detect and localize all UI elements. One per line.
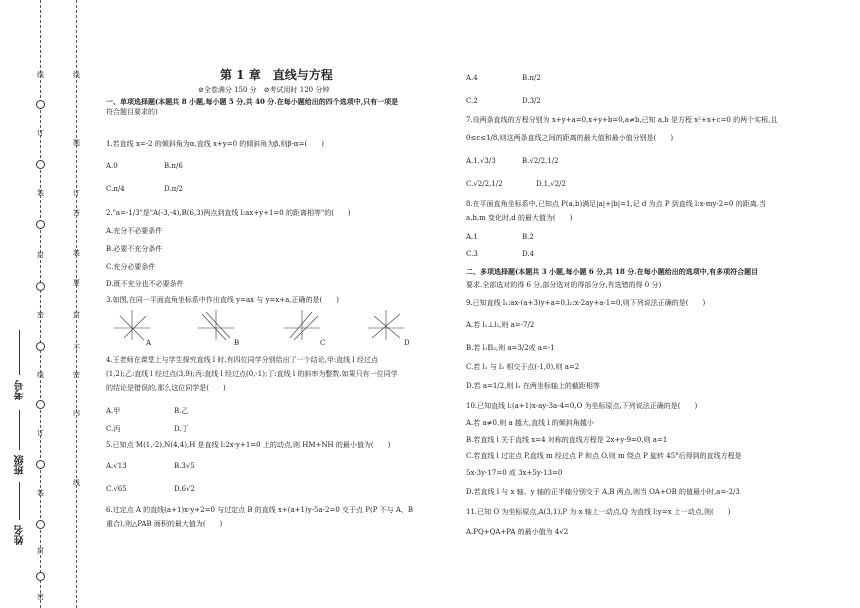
- q3-graph-c: [282, 308, 322, 342]
- question-3: 3.如图,在同一平面直角坐标系中作出直线 y=ax 与 y=x+a,正确的是( ): [106, 296, 340, 304]
- q10-option-a: A.若 a≠0,则 a 越大,直线 l 的倾斜角越小: [466, 419, 594, 427]
- exam-info: ⊘全卷满分 150 分 ⊘考试用时 120 分钟: [198, 86, 330, 94]
- inner-char: 不: [73, 344, 80, 352]
- seal-char: 订: [37, 429, 44, 437]
- q7-option-d: D.1,√2/2: [536, 180, 566, 188]
- q3-graph-a: [112, 308, 152, 342]
- section-heading-2-cont: 要求.全部选对的得 6 分,部分选对的得部分分,有选错的得 0 分): [466, 281, 662, 289]
- seal-char: 线: [37, 71, 44, 79]
- q2-option-a: A.充分不必要条件: [106, 227, 163, 235]
- seal-char: 密: [37, 593, 44, 601]
- q5-option-c: C.√65: [106, 485, 127, 493]
- inner-char: 答: [73, 209, 80, 217]
- q10-option-c-cont: 5x-3y-17=0 或 3x+5y-13=0: [466, 469, 563, 477]
- seal-char: 线: [37, 371, 44, 379]
- q8-option-c: C.3: [466, 250, 478, 258]
- q5-option-b: B.3√5: [174, 462, 195, 470]
- binding-hole: [36, 572, 45, 581]
- page-title: 第 1 章 直线与方程: [220, 68, 333, 82]
- class-blank[interactable]: [19, 410, 20, 450]
- q1-option-c: C.π/4: [106, 185, 125, 193]
- q2-option-b: B.必要不充分条件: [106, 245, 163, 253]
- q7-option-a: A.1,√3/3: [466, 157, 496, 165]
- question-4-cont: (1,2);乙:直线 l 经过点(3,9);丙:直线 l 经过点(0,-1);丁:直线 l 的斜率为整数.如果只有一位同学: [106, 370, 398, 378]
- binding-margin: [0, 0, 104, 608]
- q10-option-c: C.若直线 l 过定点 P,直线 m 经过点 P 和点 O,则 m 绕点 P 旋转 45°后得到的直线方程是: [466, 452, 742, 460]
- question-6-cont: 重合),则△PAB 面积的最大值为( ): [106, 520, 223, 528]
- question-11: 11.已知 O 为坐标原点,A(3,1),P 为 x 轴上一动点,Q 为直线 l:y=x 上一动点,则( ): [466, 508, 731, 516]
- q6-option-d: D.3/2: [522, 97, 541, 105]
- q9-option-d: D.若 a=1/2,则 l₁ 在两坐标轴上的截距相等: [466, 382, 600, 390]
- seal-char: 装: [73, 249, 80, 257]
- q9-option-a: A.若 l₁⊥l₂,则 a=-7/2: [466, 321, 535, 329]
- question-7: 7.设两条直线的方程分别为 x+y+a=0,x+y+b=0,a≠b,已知 a,b 是方程 x²+x+c=0 的两个实根,且: [466, 116, 778, 124]
- question-4-cont2: 的结论是错误的,那么这位同学是( ): [106, 384, 226, 392]
- q3-graph-b: [196, 308, 236, 342]
- q3-label-d: D: [404, 339, 410, 347]
- q3-label-b: B: [234, 339, 240, 347]
- question-2: 2."a=-1/3"是"A(-3,-4),B(6,3)两点到直线 l:ax+y+1=0 的距离相等"的( ): [106, 209, 351, 217]
- q6-option-b: B.π/2: [522, 74, 541, 82]
- seal-char: 订: [37, 129, 44, 137]
- q11-option-a: A.PQ+QA+PA 的最小值为 4√2: [466, 528, 569, 536]
- seal-char: 封: [37, 251, 44, 259]
- q8-option-a: A.1: [466, 233, 478, 241]
- binding-hole: [36, 282, 45, 291]
- q5-option-a: A.√13: [106, 462, 127, 470]
- q6-option-a: A.4: [466, 74, 478, 82]
- name-label: 姓名: [15, 525, 26, 545]
- seal-char: 密: [73, 371, 80, 379]
- seal-char: 装: [37, 489, 44, 497]
- q10-option-b: B.若直线 l 关于直线 x=4 对称的直线方程是 2x+y-9=0,则 a=1: [466, 436, 668, 444]
- q9-option-c: C.若 l₁ 与 l₂ 相交于点(-1,0),则 a=2: [466, 363, 580, 371]
- inner-char: 题: [73, 139, 80, 147]
- student-id-label: 考号: [15, 380, 26, 400]
- student-id-blank[interactable]: [19, 330, 20, 375]
- q7-option-b: B.√2/2,1/2: [522, 157, 559, 165]
- question-4: 4.王老师在课堂上与学生探究直线 l 时,有四位同学分别给出了一个结论,甲:直线 l 经过点: [106, 356, 378, 364]
- inner-char: 线: [73, 479, 80, 487]
- seal-char: 封: [37, 547, 44, 555]
- question-1: 1.若直线 x=-2 的倾斜角为α,直线 x+y=0 的倾斜角为β,则β-α=( ): [106, 140, 324, 148]
- inner-seal-line: [76, 0, 77, 608]
- outer-seal-line: [40, 0, 41, 608]
- class-label: 班级: [15, 455, 26, 475]
- q1-option-d: D.π/2: [164, 185, 184, 193]
- q4-option-a: A.甲: [106, 407, 121, 415]
- question-5: 5.已知点 M(1,-2),N(4,4),H 是直线 l:2x-y+1=0 上的动点,则 HM+NH 的最小值为( ): [106, 441, 391, 449]
- q8-option-b: B.2: [522, 233, 534, 241]
- q9-option-b: B.若 l₁∥l₂,则 a=3/2或 a=-1: [466, 344, 555, 352]
- q3-graph-d: [366, 308, 406, 342]
- q3-label-c: C: [320, 339, 326, 347]
- binding-hole: [36, 400, 45, 409]
- q4-option-b: B.乙: [174, 407, 189, 415]
- q6-option-c: C.2: [466, 97, 478, 105]
- seal-char: 订: [73, 189, 80, 197]
- inner-char: 要: [73, 279, 80, 287]
- binding-hole: [36, 160, 45, 169]
- section-heading-1: 一、单项选择题(本题共 8 小题,每小题 5 分,共 40 分.在每小题给出的四个选项中,只有一项是: [106, 97, 399, 106]
- q4-option-c: C.丙: [106, 425, 121, 433]
- seal-char: 密: [37, 311, 44, 319]
- binding-hole: [36, 342, 45, 351]
- question-8: 8.在平面直角坐标系中,已知点 P(a,b)满足|a|+|b|=1,记 d 为点 P 到直线 l:x-my-2=0 的距离.当: [466, 200, 766, 208]
- q1-option-b: B.π/6: [164, 162, 183, 170]
- seal-char: 线: [73, 71, 80, 79]
- section-heading-1-cont: 符合题目要求的): [106, 108, 158, 116]
- binding-hole: [36, 520, 45, 529]
- binding-hole: [36, 220, 45, 229]
- binding-hole: [36, 460, 45, 469]
- q8-option-d: D.4: [522, 250, 535, 258]
- name-blank[interactable]: [19, 482, 20, 520]
- question-10: 10.已知直线 l:(a+1)x-ay-3a-4=0,O 为坐标原点,下列说法正确的是( ): [466, 402, 698, 410]
- question-7-cont: 0≤c≤1/8,则这两条直线之间的距离的最大值和最小值分别是( ): [466, 134, 674, 142]
- binding-hole: [36, 100, 45, 109]
- inner-char: 内: [73, 409, 80, 417]
- q2-option-d: D.既不充分也不必要条件: [106, 280, 184, 288]
- seal-char: 封: [73, 311, 80, 319]
- question-8-cont: a,b,m 变化时,d 的最大值为( ): [466, 214, 573, 222]
- q3-label-a: A: [146, 339, 152, 347]
- q1-option-a: A.0: [106, 162, 118, 170]
- seal-char: 装: [37, 189, 44, 197]
- question-6: 6.过定点 A 的直线(a+1)x-y+2=0 与过定点 B 的直线 x+(a+1)y-5a-2=0 交于点 P(P 不与 A、B: [106, 506, 414, 514]
- q7-option-c: C.√2/2,1/2: [466, 180, 503, 188]
- q2-option-c: C.充分必要条件: [106, 263, 156, 271]
- q4-option-d: D.丁: [174, 425, 189, 433]
- q10-option-d: D.若直线 l 与 x 轴、y 轴的正半轴分别交于 A,B 两点,则当 OA+OB 的值最小时,a=-2/3: [466, 488, 740, 496]
- section-heading-2: 二、多项选择题(本题共 3 小题,每小题 6 分,共 18 分.在每小题给出的选项中,有多项符合题目: [466, 267, 759, 276]
- question-9: 9.已知直线 l₁:ax-(a+3)y+a=0,l₂:x-2ay+a-1=0,则下列说法正确的是( ): [466, 299, 706, 307]
- q5-option-d: D.6√2: [174, 485, 195, 493]
